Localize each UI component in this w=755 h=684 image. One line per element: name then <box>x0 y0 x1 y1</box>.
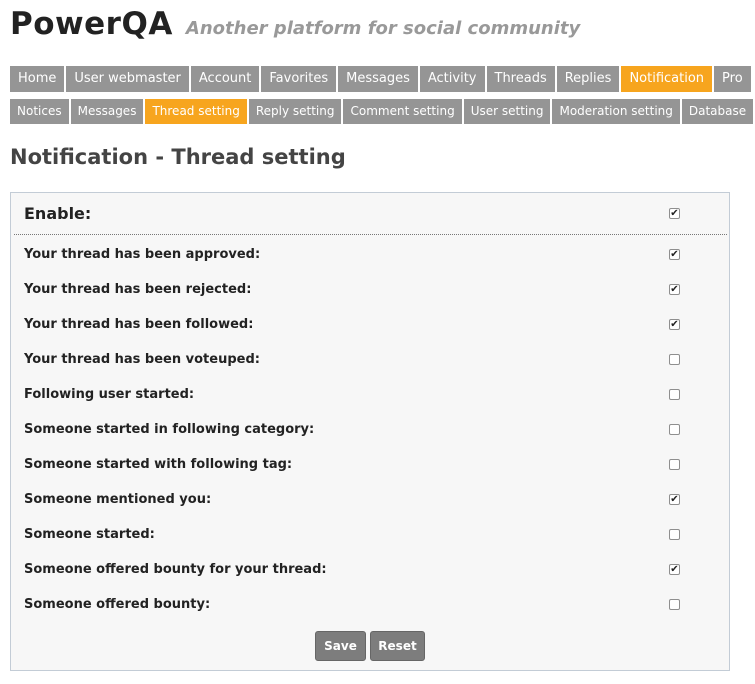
setting-label: Your thread has been approved: <box>24 247 261 262</box>
setting-row <box>11 307 729 342</box>
subnav-tab-notices[interactable]: Notices <box>10 99 71 124</box>
subnav-tab-user-setting[interactable]: User setting <box>464 99 553 124</box>
setting-row <box>11 447 729 482</box>
nav-tab-notification[interactable]: Notification <box>621 66 714 92</box>
site-logo[interactable]: PowerQA <box>10 6 173 42</box>
page-title: Notification - Thread setting <box>10 145 346 169</box>
setting-label: Someone started: <box>24 527 155 542</box>
nav-tab-pro[interactable]: Pro <box>714 66 753 92</box>
setting-checkbox[interactable]: ✔ <box>670 318 679 330</box>
setting-row <box>11 587 729 622</box>
subnav-tab-database[interactable]: Database <box>682 99 755 124</box>
setting-row <box>11 342 729 377</box>
subnav-tab-comment-setting[interactable]: Comment setting <box>343 99 463 124</box>
setting-checkbox[interactable] <box>669 354 680 365</box>
nav-tab-user-webmaster[interactable]: User webmaster <box>66 66 191 92</box>
reset-button[interactable]: Reset <box>370 631 425 661</box>
setting-checkbox[interactable] <box>669 389 680 400</box>
nav-tab-favorites[interactable]: Favorites <box>261 66 338 92</box>
nav-tab-threads[interactable]: Threads <box>487 66 557 92</box>
sub-nav <box>10 99 747 124</box>
nav-tab-home[interactable]: Home <box>10 66 66 92</box>
setting-checkbox[interactable]: ✔ <box>670 563 679 575</box>
nav-tab-activity[interactable]: Activity <box>420 66 487 92</box>
site-tagline: Another platform for social community <box>185 18 581 39</box>
nav-tab-account[interactable]: Account <box>191 66 262 92</box>
nav-tab-messages[interactable]: Messages <box>338 66 420 92</box>
setting-checkbox[interactable]: ✔ <box>670 493 679 505</box>
setting-label: Someone started in following category: <box>24 422 315 437</box>
setting-row <box>11 517 729 552</box>
setting-checkbox[interactable]: ✔ <box>670 248 679 260</box>
setting-row <box>11 377 729 412</box>
setting-label: Someone started with following tag: <box>24 457 293 472</box>
setting-row <box>11 482 729 517</box>
site-header <box>10 6 580 42</box>
setting-checkbox[interactable]: ✔ <box>670 283 679 295</box>
setting-row <box>11 412 729 447</box>
subnav-tab-reply-setting[interactable]: Reply setting <box>249 99 344 124</box>
setting-label: Someone mentioned you: <box>24 492 212 507</box>
enable-label: Enable: <box>24 204 92 223</box>
subnav-tab-thread-setting[interactable]: Thread setting <box>145 99 248 124</box>
setting-label: Following user started: <box>24 387 195 402</box>
setting-checkbox[interactable] <box>669 599 680 610</box>
thread-settings-form <box>10 192 730 671</box>
subnav-tab-moderation-setting[interactable]: Moderation setting <box>552 99 681 124</box>
setting-label: Someone offered bounty: <box>24 597 211 612</box>
setting-checkbox[interactable] <box>669 459 680 470</box>
main-nav <box>10 66 743 92</box>
setting-checkbox[interactable] <box>669 529 680 540</box>
setting-label: Your thread has been rejected: <box>24 282 252 297</box>
setting-row <box>11 552 729 587</box>
save-button[interactable]: Save <box>315 631 366 661</box>
setting-row <box>11 272 729 307</box>
enable-checkbox[interactable]: ✔ <box>670 207 679 219</box>
setting-checkbox[interactable] <box>669 424 680 435</box>
subnav-tab-messages[interactable]: Messages <box>71 99 146 124</box>
enable-row <box>14 193 727 235</box>
nav-tab-replies[interactable]: Replies <box>557 66 622 92</box>
setting-label: Someone offered bounty for your thread: <box>24 562 327 577</box>
setting-label: Your thread has been voteuped: <box>24 352 260 367</box>
setting-row <box>11 237 729 272</box>
setting-label: Your thread has been followed: <box>24 317 254 332</box>
